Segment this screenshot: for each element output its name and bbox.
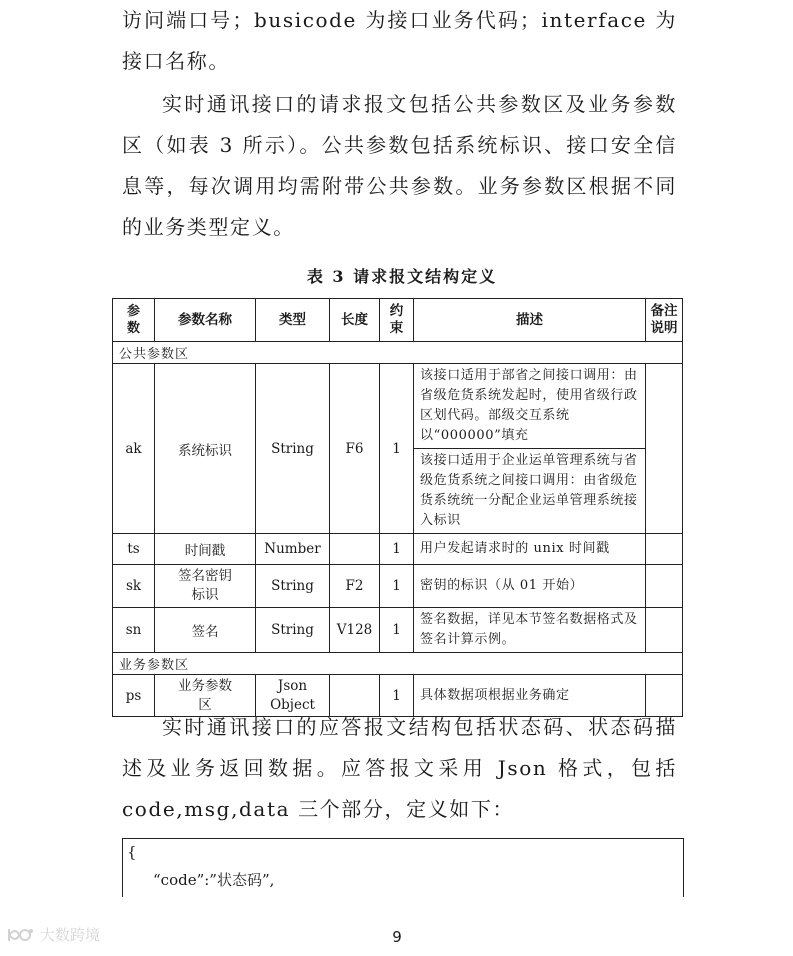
table-row — [113, 534, 683, 565]
code-line-open-brace: { — [127, 843, 137, 861]
header-param: 参数 — [113, 299, 155, 342]
cell-remark — [646, 364, 683, 534]
cell-length — [330, 534, 380, 565]
cell-constraint: 1 — [380, 534, 414, 565]
header-name: 参数名称 — [155, 299, 256, 342]
cell-length: F2 — [330, 565, 380, 608]
header-length: 长度 — [330, 299, 380, 342]
dashuju-logo-icon — [6, 925, 36, 945]
cell-constraint: 1 — [380, 675, 414, 717]
cell-desc: 用户发起请求时的 unix 时间戳 — [414, 534, 646, 565]
section-row-public — [113, 342, 683, 364]
table-caption: 表 3 请求报文结构定义 — [306, 267, 498, 286]
cell-param: ps — [113, 675, 155, 717]
table-row — [113, 608, 683, 653]
cell-param: ts — [113, 534, 155, 565]
page-number: 9 — [392, 928, 402, 946]
desc-enterprise-province: 该接口适用于企业运单管理系统与省级危货系统之间接口调用：由省级危货系统统一分配企业运单管理系统接入标识 — [420, 453, 638, 528]
cell-name: 签名 — [155, 608, 256, 653]
cell-type: Json Object — [256, 675, 330, 717]
request-structure-table — [112, 298, 683, 717]
header-remark: 备注说明 — [646, 299, 683, 342]
table-row — [113, 364, 683, 534]
cell-param: sn — [113, 608, 155, 653]
paragraph-response-structure: 实时通讯接口的应答报文结构包括状态码、状态码描述及业务返回数据。应答报文采用 Json 格式，包括 code,msg,data 三个部分，定义如下： — [122, 715, 677, 821]
table-header-row — [113, 299, 683, 342]
header-type: 类型 — [256, 299, 330, 342]
cell-type: String — [256, 565, 330, 608]
paragraph-request-structure: 实时通讯接口的请求报文包括公共参数区及业务参数区（如表 3 所示）。公共参数包括系统标识、接口安全信息等，每次调用均需附带公共参数。业务参数区根据不同的业务类型定义。 — [122, 92, 677, 239]
code-block — [122, 838, 684, 897]
section-label-public: 公共参数区 — [113, 342, 683, 364]
cell-remark — [646, 534, 683, 565]
cell-name: 签名密钥标识 — [155, 565, 256, 608]
cell-length: F6 — [330, 364, 380, 534]
header-constraint: 约束 — [380, 299, 414, 342]
watermark-text: 大数跨境 — [40, 926, 101, 944]
section-row-business — [113, 653, 683, 675]
watermark — [6, 924, 100, 945]
cell-length: V128 — [330, 608, 380, 653]
cell-name: 时间戳 — [155, 534, 256, 565]
table-row — [113, 565, 683, 608]
cell-remark — [646, 565, 683, 608]
cell-remark — [646, 608, 683, 653]
paragraph-interface-desc: 访问端口号；busicode 为接口业务代码；interface 为接口名称。 — [122, 8, 677, 73]
cell-desc — [414, 364, 646, 534]
code-line-code: “code”:”状态码”, — [153, 871, 275, 889]
cell-type: String — [256, 364, 330, 534]
cell-type: String — [256, 608, 330, 653]
cell-constraint: 1 — [380, 364, 414, 534]
cell-param: sk — [113, 565, 155, 608]
cell-constraint: 1 — [380, 565, 414, 608]
cell-param: ak — [113, 364, 155, 534]
cell-name: 系统标识 — [155, 364, 256, 534]
cell-name: 业务参数区 — [155, 675, 256, 717]
cell-type: Number — [256, 534, 330, 565]
cell-constraint: 1 — [380, 608, 414, 653]
desc-ministry-province: 该接口适用于部省之间接口调用：由省级危货系统发起时，使用省级行政区划代码。部级交互系统以“000000”填充 — [414, 364, 645, 449]
cell-desc: 签名数据，详见本节签名数据格式及签名计算示例。 — [414, 608, 646, 653]
cell-desc: 密钥的标识（从 01 开始） — [414, 565, 646, 608]
header-desc: 描述 — [414, 299, 646, 342]
cell-desc: 具体数据项根据业务确定 — [414, 675, 646, 717]
section-label-business: 业务参数区 — [113, 653, 683, 675]
